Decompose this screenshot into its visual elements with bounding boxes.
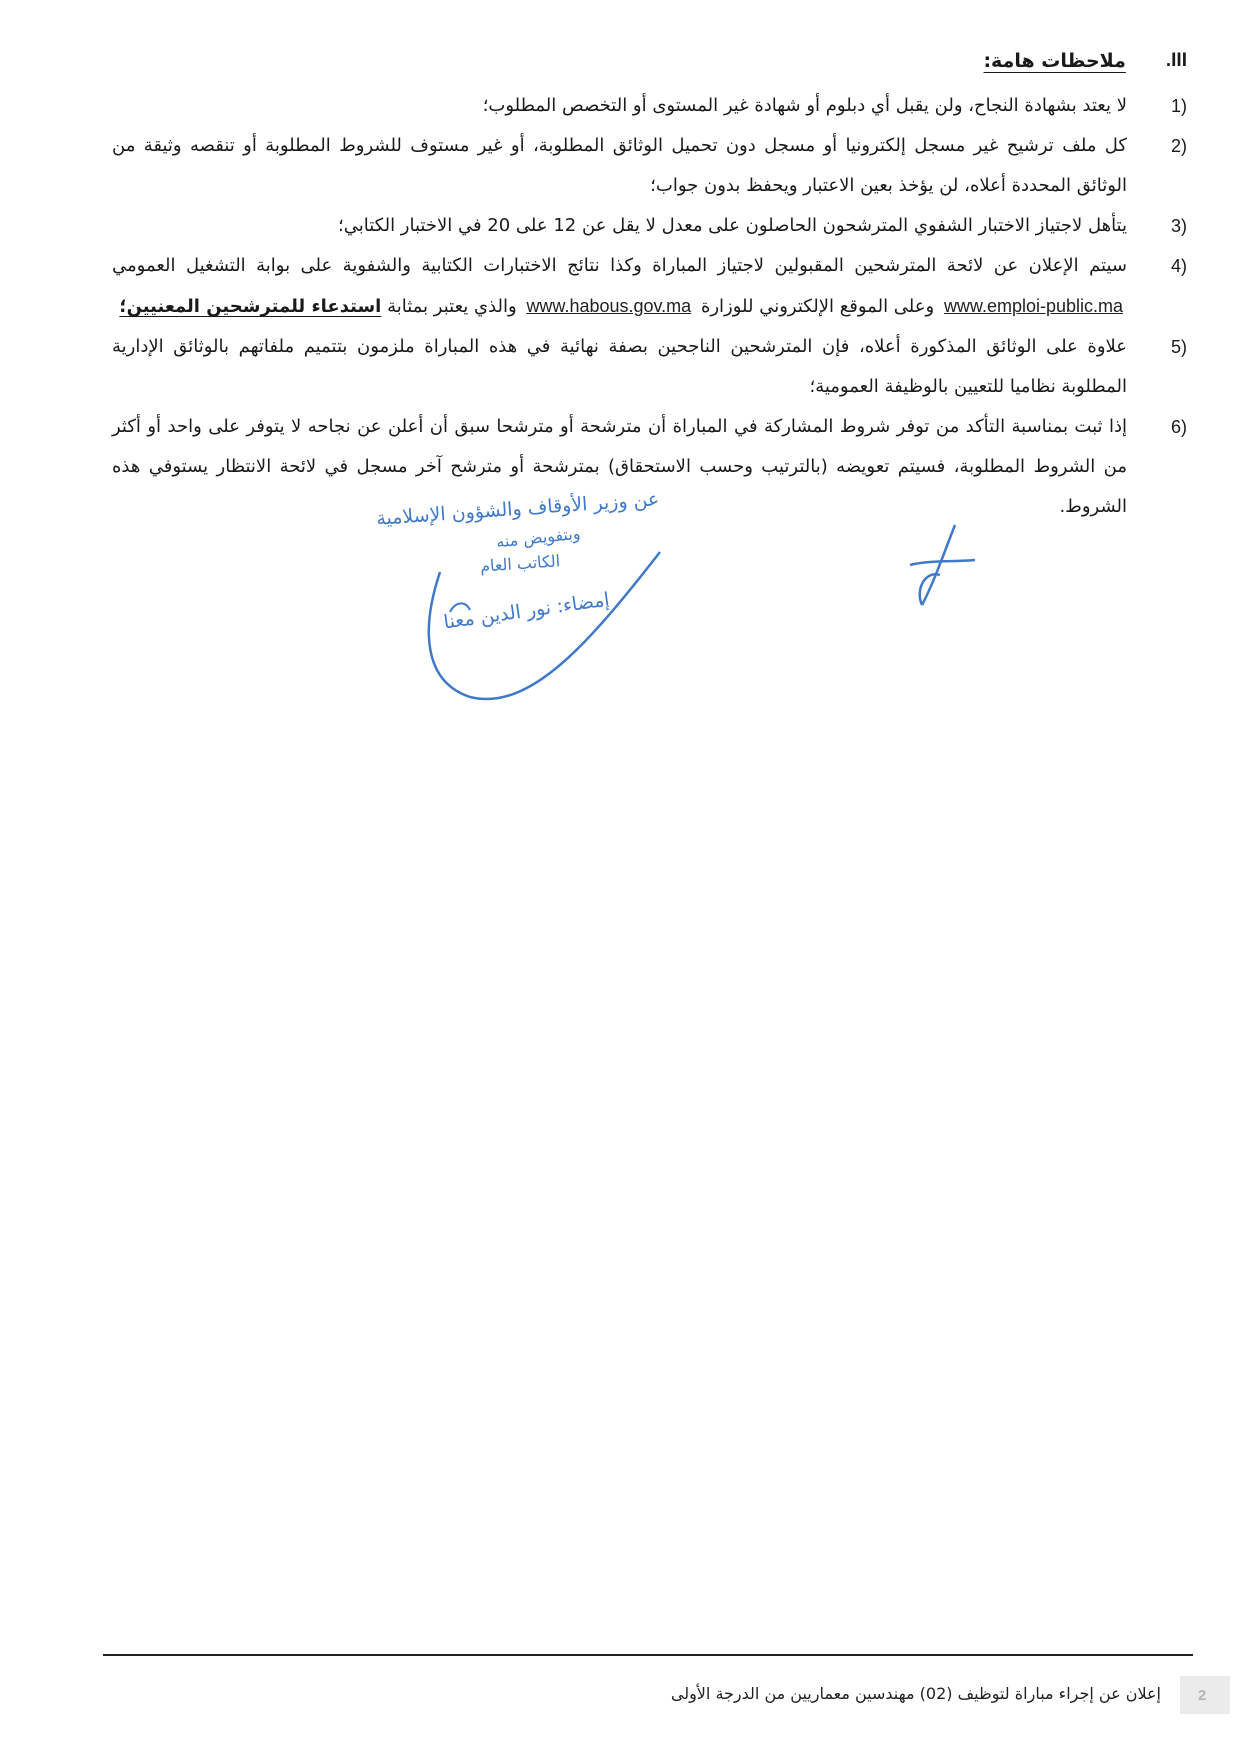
page-number: 2 — [1198, 1686, 1207, 1704]
note-number: 1) — [1170, 96, 1187, 116]
note-text: إذا ثبت بمناسبة التأكد من توفر شروط المشاركة في المباراة أن مترشحة أو مترشحا سبق أن أعلن عن نجاحه لا يتوفر على واحد أو أكثر من الشروط المطلوبة، فسيتم تعويضه (بالترتيب وحسب الاستحقاق) بمترشحة أو مترشح آخر مسجل في لائحة الانتظار يستوفي هذه الشروط. — [112, 416, 1127, 517]
note-number: 5) — [1170, 337, 1187, 357]
section-heading — [587, 44, 1187, 78]
section-number: III. — [1165, 50, 1187, 71]
note-text: كل ملف ترشيح غير مسجل إلكترونيا أو مسجل دون تحميل الوثائق المطلوبة، أو غير مستوف للشروط المطلوبة أو تنقصه وثيقة من الوثائق المحددة أعلاه، لن يؤخذ بعين الاعتبار ويحفظ بدون جواب؛ — [112, 135, 1127, 196]
handwritten-signature-icon — [900, 520, 980, 610]
convocation-emphasis: استدعاء للمترشحين المعنيين؛ — [119, 296, 382, 317]
note-number: 2) — [1170, 136, 1187, 156]
stamp-line-delegation: وبتفويض منه — [494, 523, 581, 552]
note-text: لا يعتد بشهادة النجاح، ولن يقبل أي دبلوم أو شهادة غير المستوى أو التخصص المطلوب؛ — [482, 95, 1127, 116]
note-text-part: والذي يعتبر بمثابة — [387, 296, 517, 317]
note-number: 3) — [1170, 216, 1187, 236]
note-item — [112, 327, 1187, 407]
notes-list — [112, 86, 1187, 527]
note-text — [112, 246, 1127, 327]
note-item — [112, 246, 1187, 327]
note-item — [112, 206, 1187, 246]
note-item — [112, 126, 1187, 206]
note-text-part: وعلى الموقع الإلكتروني للوزارة — [700, 296, 935, 317]
emploi-public-link[interactable]: www.emploi-public.ma — [943, 296, 1123, 316]
note-text-part: سيتم الإعلان عن لائحة المترشحين المقبولين لاجتياز المباراة وكذا نتائج الاختبارات الكتابية والشفوية على بوابة التشغيل العمومي — [112, 255, 1127, 276]
stamp-line-secretary: الكاتب العام — [479, 551, 561, 576]
stamp-line-signatory: إمضاء: نور الدين معنا — [442, 588, 611, 634]
habous-link[interactable]: www.habous.gov.ma — [526, 296, 692, 316]
note-text: يتأهل لاجتياز الاختبار الشفوي المترشحون الحاصلون على معدل لا يقل عن 12 على 20 في الاختبار الكتابي؛ — [338, 215, 1127, 236]
footer-divider — [103, 1654, 1193, 1656]
section-title: ملاحظات هامة: — [983, 50, 1126, 72]
footer-title: إعلان عن إجراء مباراة لتوظيف (02) مهندسين معماريين من الدرجة الأولى — [670, 1684, 1161, 1703]
page-number-tab — [1180, 1676, 1230, 1714]
official-stamp — [330, 488, 710, 712]
note-text: علاوة على الوثائق المذكورة أعلاه، فإن المترشحين الناجحين بصفة نهائية في هذه المباراة ملزمون بتتميم ملفاتهم بالوثائق الإدارية المطلوبة نظاميا للتعيين بالوظيفة العمومية؛ — [112, 336, 1127, 397]
note-number: 6) — [1170, 417, 1187, 437]
note-number: 4) — [1170, 256, 1187, 276]
note-item — [112, 86, 1187, 126]
stamp-line-minister: عن وزير الأوقاف والشؤون الإسلامية — [376, 488, 661, 530]
